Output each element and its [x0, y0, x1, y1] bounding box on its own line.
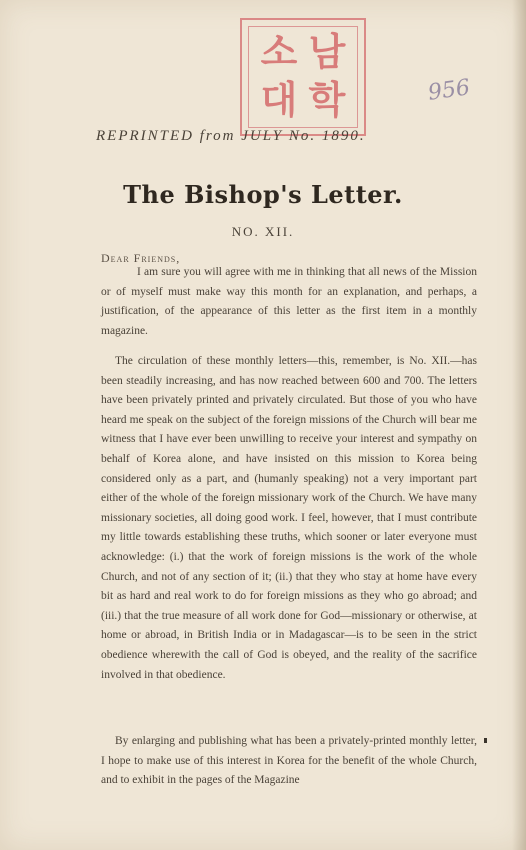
- stamp-glyph: 소: [260, 30, 298, 74]
- letter-number: NO. XII.: [231, 224, 295, 239]
- stamp-glyph: 대: [260, 78, 298, 122]
- paragraph-2: The circulation of these monthly letters—this, remember, is No. XII.—has been steadily increasing, and has now reached between 600 and 700. The letters have been privately printed and privately circulated. But those of you who have heard me speak on the subject of the foreign missions of the Church will bear me witness that I have ever been unwilling to receive your interest and sympathy on behalf of Korea alone, and have insisted on this mission to Korea being considered only as a part, and (humanly speaking) not a very important part either of the whole of the foreign missionary work of the Church. We have many missionary societies, all doing good work. I feel, however, that I must contribute my little towards establishing these truths, which sooner or later everyone must acknowledge: (i.) that the work of foreign missions is the work of the whole Church, and not of any section of it; (ii.) that they who stay at home have every bit as hard and real work to do for foreign missions as they who go abroad; and (iii.) that the true measure of all work done for God—missionary or otherwise, at home or abroad, in British India or in Madagascar—is to be seen in the strict obedience wherewith the call of God is obeyed, and the reality of the sacrifice involved in that obedience.: [101, 355, 477, 681]
- letter-title: The Bishop's Letter.: [123, 180, 403, 209]
- stamp-glyph: 남: [308, 30, 346, 74]
- stamp-glyph: 학: [308, 78, 346, 122]
- reprinted-line: REPRINTED from JULY No. 1890.: [96, 128, 366, 144]
- page-edge-shadow: [512, 0, 526, 850]
- ink-mark: [484, 738, 487, 743]
- salutation: Dear Friends,: [101, 251, 181, 265]
- paragraph-3: By enlarging and publishing what has been a privately-printed monthly letter, I hope to make use of this interest in Korea for the benefit of the whole Church, and to exhibit in the pages of the Magazine: [101, 735, 477, 787]
- paragraph-1: I am sure you will agree with me in thinking that all news of the Mission or of myself must make way this month for an explanation, and perhaps, a justification, of the appearance of this letter as the first item in a monthly magazine.: [101, 266, 477, 337]
- handwritten-number: 956: [426, 75, 472, 106]
- library-seal-stamp: [240, 18, 366, 136]
